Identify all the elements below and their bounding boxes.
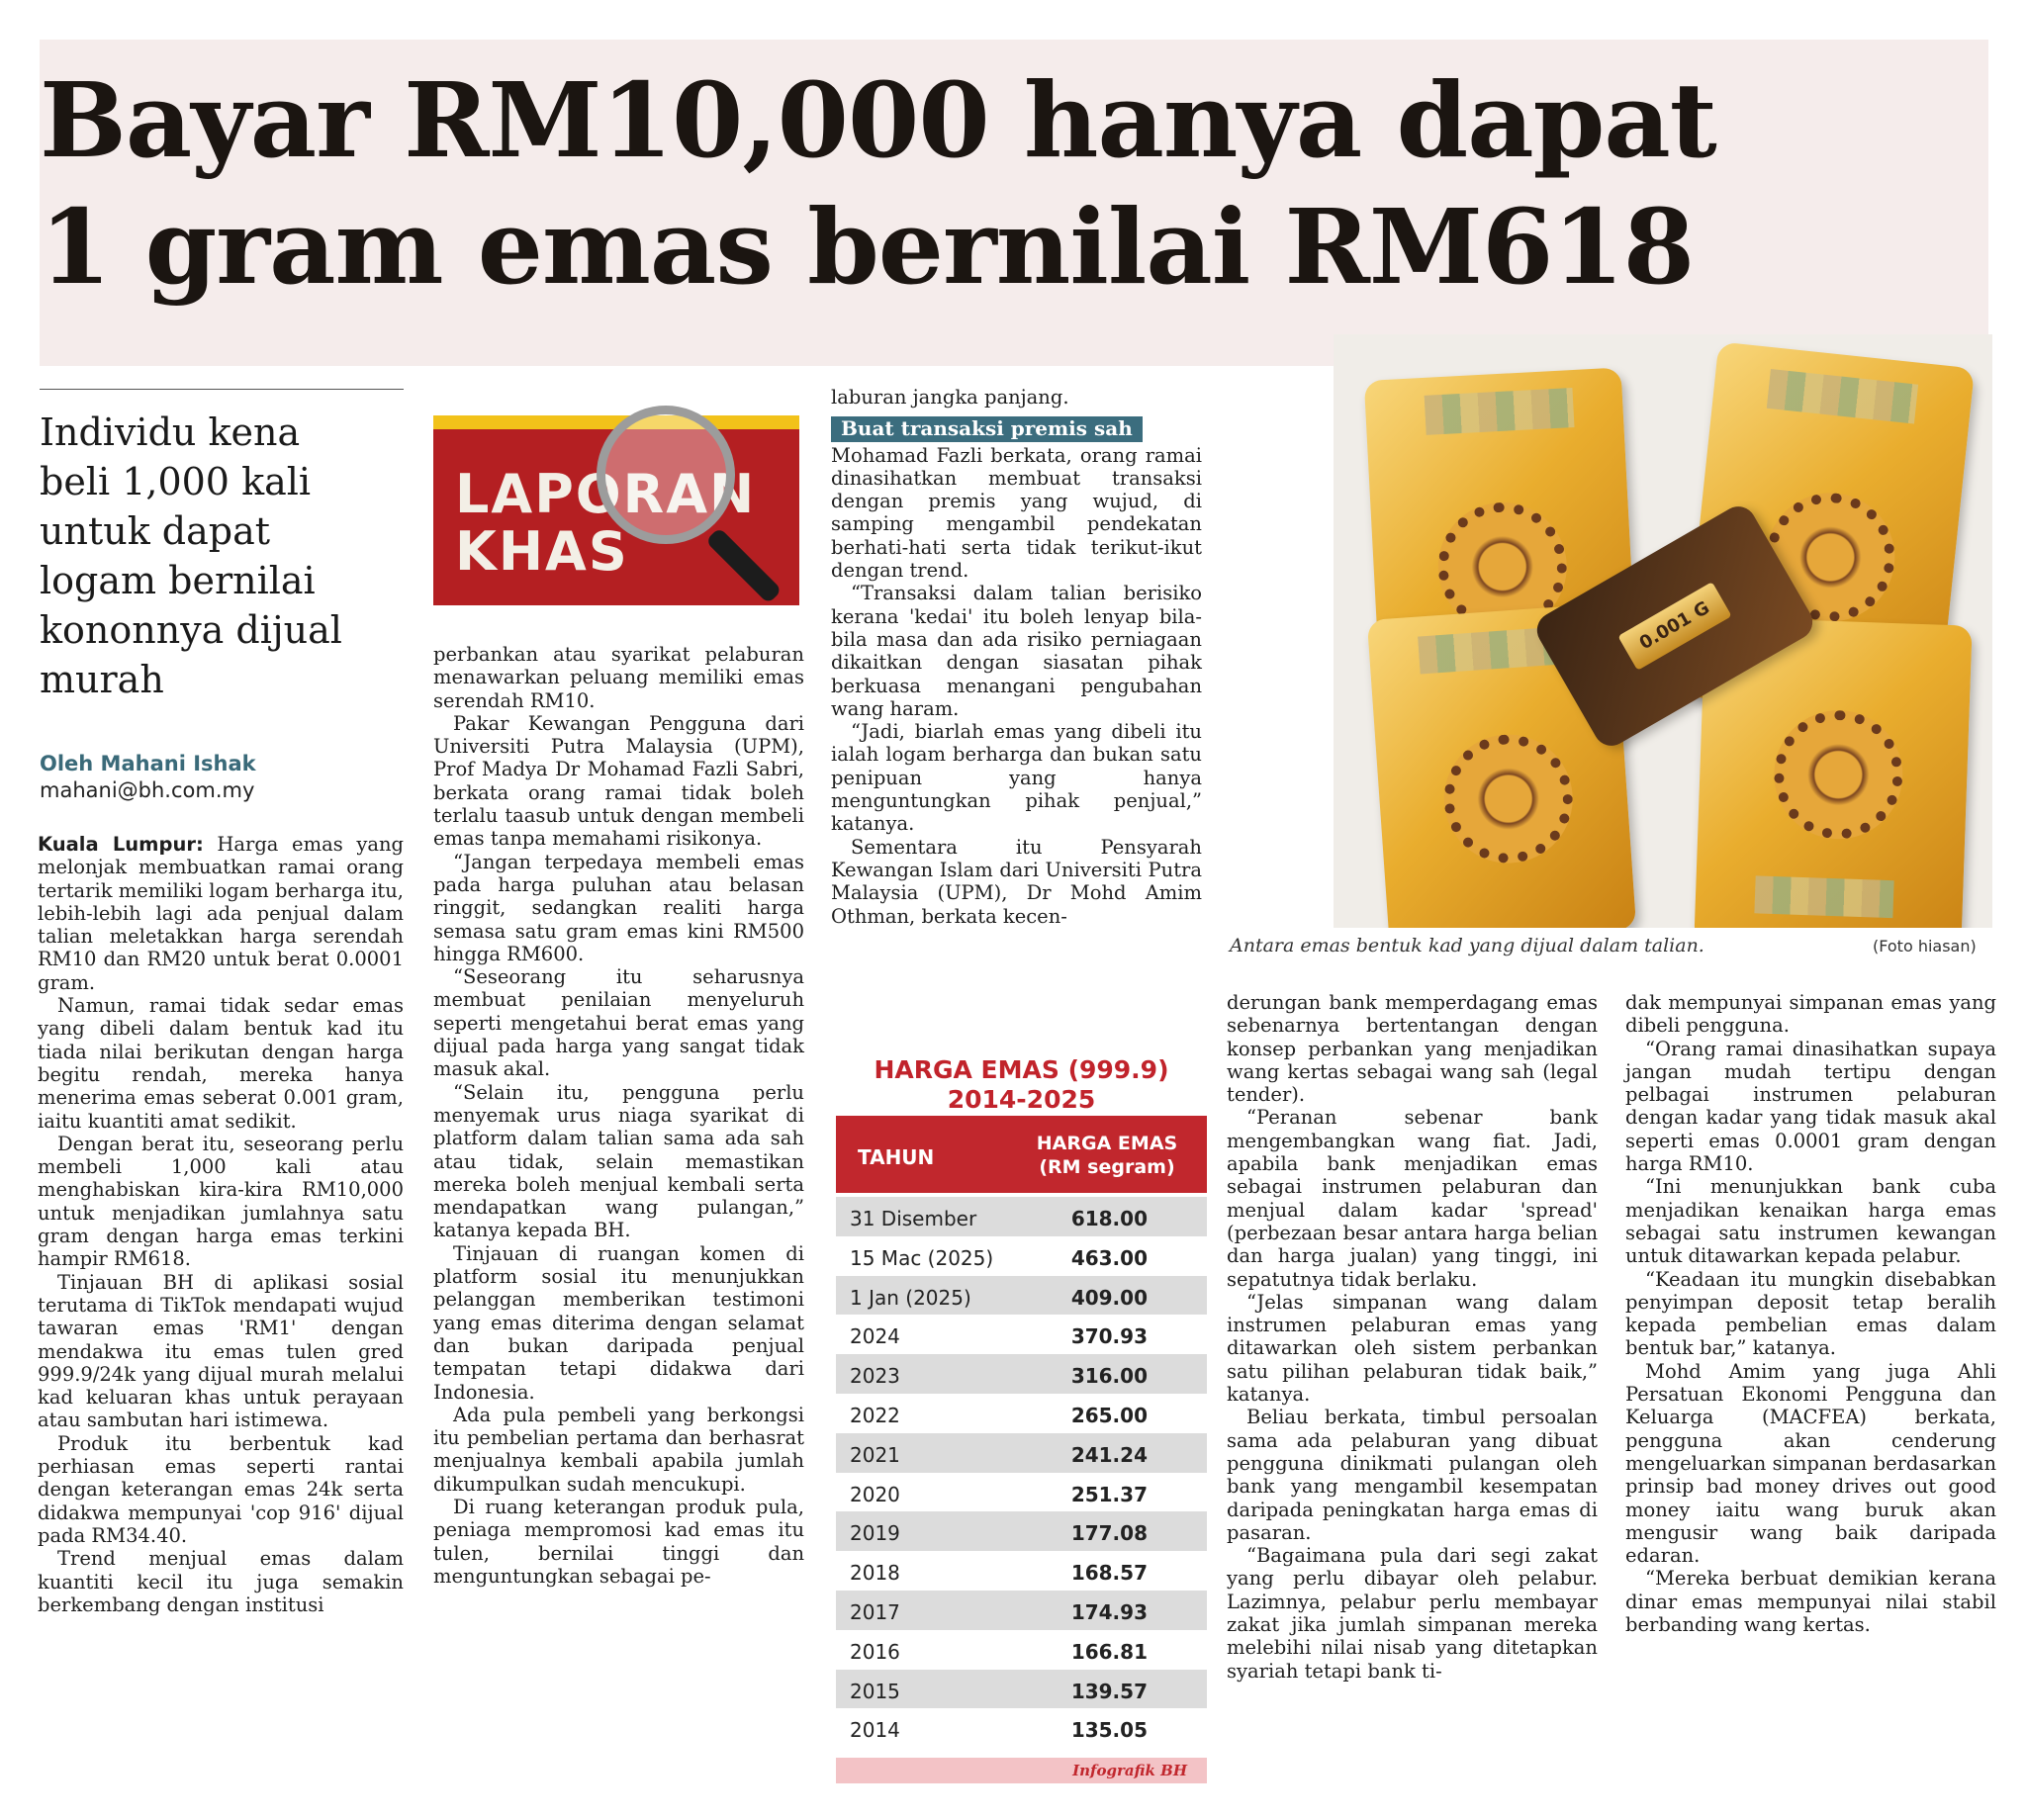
table-cell-year: 2016 (850, 1639, 900, 1664)
badge-word-laporan: LAPORAN (455, 463, 757, 525)
table-row (836, 1433, 1207, 1473)
table-cell-year: 1 Jan (2025) (850, 1285, 971, 1310)
blurred-label (1754, 875, 1893, 918)
headline-line-1: Bayar RM10,000 hanya dapat (40, 59, 1716, 181)
gold-bar-label: 0.001 G (1617, 582, 1731, 671)
article-paragraph: Mohd Amim yang juga Ahli Persatuan Ekonomi Pengguna dan Keluarga (MACFEA) berkata, pengguna akan cenderung mengeluarkan simpanan berdasarkan prinsip bad money drives out good money iaitu wang buruk akan mengusir wang baik daripada edaran. (1625, 1359, 1996, 1568)
article-paragraph: “Jelas simpanan wang dalam instrumen pelaburan emas yang ditawarkan oleh sistem perbankan satu pilihan pelaburan tidak baik,” katanya. (1227, 1290, 1598, 1407)
article-paragraph: “Transaksi dalam talian berisiko kerana 'kedai' itu boleh lenyap bila-bila masa dan ada risiko perniagaan dikaitkan dengan siasatan pihak berkuasa menangani pengubahan wang haram. (831, 582, 1202, 720)
article-paragraph: Tinjauan BH di aplikasi sosial terutama di TikTok mendapati wujud tawaran emas 'RM1' dengan mendakwa itu emas tulen gred 999.9/24k yang dijual murah melalui kad keluaran khas untuk perayaan atau sambutan hari istimewa. (38, 1270, 404, 1432)
article-paragraph: “Peranan sebenar bank mengembangkan wang fiat. Jadi, apabila bank menjadikan emas sebagai instrumen pelaburan dan menjual dalam kadar 'spread' (perbezaan besar antara harga belian dan harga jualan) yang tinggi, ini sepatutnya tidak berlaku. (1227, 1106, 1598, 1291)
article-paragraph: “Bagaimana pula dari segi zakat yang perlu dibayar oleh pelabur. Lazimnya, pelabur perlu membayar zakat jika jumlah simpanan mereka melebihi nilai nisab yang ditetapkan syariah tetapi bank ti- (1227, 1544, 1598, 1683)
table-row (836, 1630, 1207, 1670)
table-row (836, 1197, 1207, 1236)
subhead: Buat transaksi premis sah (831, 416, 1143, 441)
table-cell-year: 2014 (850, 1718, 900, 1743)
blurred-label (1767, 369, 1918, 423)
column-header-year: TAHUN (858, 1145, 935, 1169)
table-cell-price: 174.93 (1070, 1599, 1148, 1624)
article-paragraph: “Mereka berbuat demikian kerana dinar emas mempunyai nilai stabil berbanding wang kertas. (1625, 1567, 1996, 1637)
article-paragraph: “Seseorang itu seharusnya membuat penilaian menyeluruh seperti mengetahui berat emas yang dijual pada harga yang sangat tidak masuk akal. (433, 965, 804, 1081)
table-row (836, 1236, 1207, 1276)
article-paragraph: derungan bank memperdagang emas sebenarnya bertentangan dengan konsep perbankan yang menjadikan wang kertas sebagai wang sah (legal tender). (1227, 991, 1598, 1107)
table-cell-year: 2022 (850, 1403, 900, 1427)
table-cell-year: 2021 (850, 1442, 900, 1467)
headline-line-2: 1 gram emas bernilai RM618 (40, 186, 1695, 308)
medallion-icon (1772, 708, 1904, 841)
article-paragraph: Beliau berkata, timbul persoalan sama ada pelaburan yang dibuat pengguna dinikmati pulangan oleh bank yang mengambil kesempatan daripada peningkatan harga emas di pasaran. (1227, 1406, 1598, 1544)
table-row (836, 1473, 1207, 1512)
table-cell-year: 2020 (850, 1482, 900, 1506)
table-cell-price: 370.93 (1070, 1324, 1148, 1349)
article-column-5 (1625, 991, 1996, 1636)
badge-word-khas: KHAS (455, 520, 629, 583)
article-paragraph: Sementara itu Pensyarah Kewangan Islam dari Universiti Putra Malaysia (UPM), Dr Mohd Amim Othman, berkata kecen- (831, 835, 1202, 928)
gold-card-photo (1334, 334, 1992, 928)
article-paragraph: Trend menjual emas dalam kuantiti kecil itu juga semakin berkembang dengan institusi (38, 1547, 404, 1616)
article-paragraph: Dengan berat itu, seseorang perlu membeli 1,000 kali atau menghabiskan kira-kira RM10,000 untuk menjadikan jumlahnya satu gram dengan harga emas terkini hampir RM618. (38, 1132, 404, 1271)
article-paragraph: “Ini menunjukkan bank cuba menjadikan kenaikan harga emas sebagai satu instrumen kewangan untuk ditawarkan kepada pelabur. (1625, 1175, 1996, 1268)
infographic-title: HARGA EMAS (999.9) 2014-2025 (874, 1055, 1169, 1114)
deck-rule (40, 389, 404, 390)
dateline: Kuala Lumpur: (38, 833, 204, 856)
infographic-footer (836, 1758, 1207, 1783)
article-paragraph: “Keadaan itu mungkin disebabkan penyimpan deposit tetap beralih kepada pembelian emas dalam bentuk bar,” katanya. (1625, 1267, 1996, 1360)
headline (40, 57, 1919, 311)
table-cell-year: 15 Mac (2025) (850, 1245, 994, 1270)
table-row (836, 1394, 1207, 1433)
byline-email[interactable]: mahani@bh.com.my (40, 778, 255, 802)
article-paragraph: Tinjauan di ruangan komen di platform sosial itu menunjukkan pelanggan memberikan testimoni yang emas diterima dengan selamat dan bukan daripada penjual tempatan tetapi didakwa dari Indonesia. (433, 1241, 804, 1404)
article-paragraph: Kuala Lumpur: Harga emas yang melonjak membuatkan ramai orang tertarik memiliki logam berharga itu, lebih-lebih lagi ada penjual dalam talian meletakkan harga serendah RM10 dan RM20 untuk berat 0.0001 gram. (38, 833, 405, 994)
table-cell-price: 139.57 (1070, 1679, 1148, 1703)
article-column-1 (38, 833, 404, 1616)
table-cell-year: 2017 (850, 1599, 900, 1624)
infographic-table (836, 1197, 1207, 1748)
table-cell-price: 168.57 (1070, 1561, 1148, 1586)
table-cell-price: 251.37 (1070, 1482, 1148, 1506)
table-cell-price: 135.05 (1070, 1718, 1148, 1743)
article-paragraph: Produk itu berbentuk kad perhiasan emas seperti rantai dengan keterangan emas 24k serta didakwa mempunyai 'cop 916' dijual pada RM34.40. (38, 1431, 404, 1547)
medallion-icon (1439, 730, 1577, 867)
table-cell-year: 2015 (850, 1679, 900, 1703)
photo-credit: (Foto hiasan) (1873, 937, 1977, 956)
table-row (836, 1708, 1207, 1748)
article-paragraph: Ada pula pembeli yang berkongsi itu pembelian pertama dan berhasrat menjualnya kembali apabila jumlah dikumpulkan sudah mencukupi. (433, 1403, 804, 1496)
article-paragraph: “Selain itu, pengguna perlu menyemak urus niaga syarikat di platform dalam talian sama ada sah atau tidak, selain memastikan mereka boleh menjual kembali serta mendapatkan wang pulangan,” katanya kepada BH. (433, 1080, 804, 1242)
photo-caption: Antara emas bentuk kad yang dijual dalam talian. (1230, 935, 1704, 956)
article-paragraph: Namun, ramai tidak sedar emas yang dibeli dalam bentuk kad itu tiada nilai berikutan dengan harga begitu rendah, mereka hanya menerima emas seberat 0.001 gram, iaitu kuantiti amat sedikit. (38, 994, 404, 1133)
deck: Individu kena beli 1,000 kali untuk dapat logam bernilai kononnya dijual murah (40, 410, 342, 701)
infographic-credit: Infografik BH (1072, 1762, 1187, 1779)
table-cell-price: 409.00 (1070, 1285, 1148, 1310)
column-header-price: HARGA EMAS (RM segram) (1036, 1133, 1178, 1178)
article-column-3 (831, 386, 1202, 928)
table-row (836, 1511, 1207, 1551)
table-row (836, 1315, 1207, 1354)
table-cell-price: 463.00 (1070, 1245, 1148, 1270)
table-row (836, 1276, 1207, 1316)
article-paragraph: Mohamad Fazli berkata, orang ramai dinasihatkan membuat transaksi dengan premis yang wujud, di samping mengambil pendekatan berhati-hati serta tidak terikut-ikut dengan trend. (831, 443, 1202, 583)
table-cell-price: 618.00 (1070, 1207, 1148, 1230)
table-cell-year: 31 Disember (850, 1207, 977, 1230)
table-cell-price: 265.00 (1070, 1403, 1148, 1427)
table-cell-year: 2019 (850, 1521, 900, 1546)
table-cell-price: 241.24 (1070, 1442, 1148, 1467)
infographic-header (836, 1116, 1207, 1193)
article-paragraph: “Jadi, biarlah emas yang dibeli itu ialah logam berharga dan bukan satu penipuan yang hanya menguntungkan pihak penjual,” katanya. (831, 720, 1202, 836)
table-row (836, 1670, 1207, 1709)
article-column-2 (433, 643, 804, 1588)
table-cell-year: 2024 (850, 1324, 900, 1349)
table-cell-year: 2018 (850, 1561, 900, 1586)
byline-name: Oleh Mahani Ishak (40, 752, 256, 775)
table-cell-year: 2023 (850, 1364, 900, 1389)
article-paragraph: Di ruang keterangan produk pula, peniaga mempromosi kad emas itu tulen, bernilai tinggi dan menguntungkan sebagai pe- (433, 1495, 804, 1588)
table-cell-price: 177.08 (1070, 1521, 1148, 1546)
article-paragraph: dak mempunyai simpanan emas yang dibeli pengguna. (1625, 991, 1996, 1038)
blurred-label (1425, 388, 1575, 435)
article-column-4 (1227, 991, 1598, 1683)
article-paragraph: perbankan atau syarikat pelaburan menawarkan peluang memiliki emas serendah RM10. (433, 643, 804, 712)
table-row (836, 1591, 1207, 1630)
laporan-khas-badge (433, 406, 799, 613)
article-paragraph: laburan jangka panjang. (831, 386, 1069, 409)
table-cell-price: 166.81 (1070, 1639, 1148, 1664)
table-row (836, 1354, 1207, 1394)
table-row (836, 1551, 1207, 1591)
table-cell-price: 316.00 (1070, 1364, 1148, 1389)
article-paragraph: “Jangan terpedaya membeli emas pada harga puluhan atau belasan ringgit, sedangkan realiti harga semasa satu gram emas kini RM500 hingga RM600. (433, 850, 804, 965)
article-paragraph: Pakar Kewangan Pengguna dari Universiti Putra Malaysia (UPM), Prof Madya Dr Mohamad Fazli Sabri, berkata orang ramai tidak boleh terlalu taasub untuk dengan membeli emas tanpa memahami risikonya. (433, 711, 804, 851)
magnifier-icon (597, 406, 735, 544)
article-paragraph: “Orang ramai dinasihatkan supaya jangan mudah tertipu dengan pelbagai instrumen pelaburan dengan kadar yang tidak masuk akal seperti emas 0.0001 gram dengan harga RM10. (1625, 1037, 1996, 1176)
